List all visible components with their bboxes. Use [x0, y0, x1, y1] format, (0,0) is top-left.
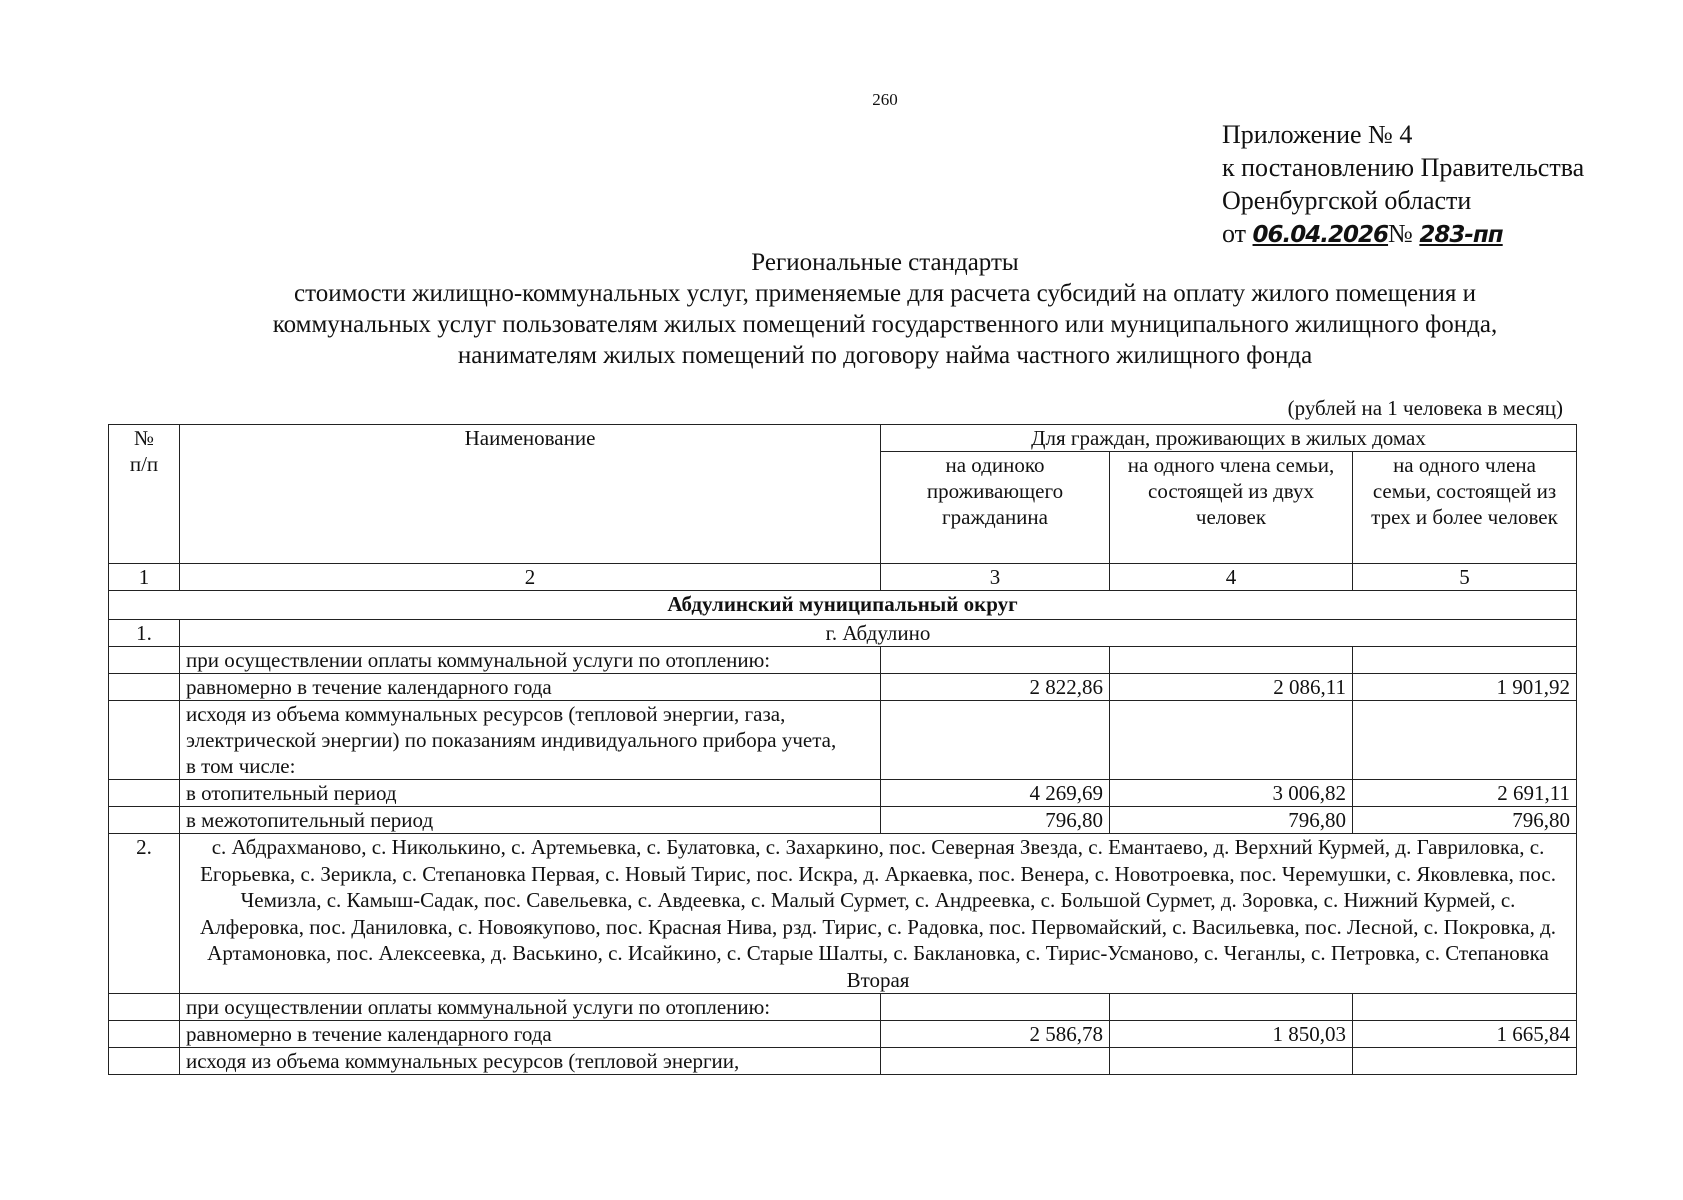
empty-cell: [1353, 1048, 1577, 1075]
standards-table: [108, 424, 1577, 1075]
document-title: [150, 247, 1620, 371]
title-line-1: Региональные стандарты: [751, 249, 1019, 276]
appendix-region: Оренбургской области: [1222, 186, 1472, 215]
table-row: [109, 994, 1577, 1021]
off-period-label: в межотопительный период: [180, 807, 881, 834]
empty-cell: [881, 647, 1110, 674]
title-line-2: стоимости жилищно-коммунальных услуг, применяемые для расчета субсидий на оплату жилого помещения и: [294, 280, 1476, 307]
appendix-resolution: к постановлению Правительства: [1222, 153, 1585, 182]
table-row: [109, 807, 1577, 834]
table-row: [109, 647, 1577, 674]
heating-period-label: в отопительный период: [180, 780, 881, 807]
value-col5: 1 665,84: [1353, 1021, 1577, 1048]
value-col4: 2 086,11: [1110, 674, 1353, 701]
table-row: [109, 1048, 1577, 1075]
empty-cell: [1353, 994, 1577, 1021]
page-number: 260: [872, 90, 898, 109]
col-number-5: 5: [1353, 564, 1577, 591]
empty-cell: [1110, 994, 1353, 1021]
empty-cell: [109, 701, 180, 780]
section-1-row: [109, 620, 1577, 647]
metered-label: исходя из объема коммунальных ресурсов (тепловой энергии,: [180, 1048, 881, 1075]
table-row: [109, 1021, 1577, 1048]
units-note: (рублей на 1 человека в месяц): [1287, 396, 1563, 420]
empty-cell: [1353, 647, 1577, 674]
section-2-number: 2.: [109, 834, 180, 994]
col-number-3: 3: [881, 564, 1110, 591]
empty-cell: [881, 1048, 1110, 1075]
column-number-row: [109, 564, 1577, 591]
empty-cell: [881, 994, 1110, 1021]
header-col3: на одиноко проживающего гражданина: [881, 452, 1110, 564]
col-number-1: 1: [109, 564, 180, 591]
value-col4: 796,80: [1110, 807, 1353, 834]
empty-cell: [881, 701, 1110, 780]
value-col5: 2 691,11: [1353, 780, 1577, 807]
heating-label: при осуществлении оплаты коммунальной услуги по отоплению:: [180, 994, 881, 1021]
empty-cell: [1110, 701, 1353, 780]
header-row: [109, 425, 1577, 452]
table-row: [109, 780, 1577, 807]
appendix-title: Приложение № 4: [1222, 120, 1413, 149]
col-number-4: 4: [1110, 564, 1353, 591]
table-row: [109, 674, 1577, 701]
value-col3: 4 269,69: [881, 780, 1110, 807]
empty-cell: [1353, 701, 1577, 780]
header-name: Наименование: [180, 425, 881, 564]
district-row: [109, 591, 1577, 620]
value-col4: 1 850,03: [1110, 1021, 1353, 1048]
section-1-number: 1.: [109, 620, 180, 647]
empty-cell: [1110, 647, 1353, 674]
section-1-place: г. Абдулино: [180, 620, 1577, 647]
header-col5: на одного члена семьи, состоящей из трех и более человек: [1353, 452, 1577, 564]
heating-label: при осуществлении оплаты коммунальной услуги по отоплению:: [180, 647, 881, 674]
title-line-4: нанимателям жилых помещений по договору найма частного жилищного фонда: [457, 342, 1313, 369]
empty-cell: [109, 647, 180, 674]
header-col4: на одного члена семьи, состоящей из двух человек: [1110, 452, 1353, 564]
empty-cell: [109, 994, 180, 1021]
district-name: Абдулинский муниципальный округ: [109, 591, 1577, 620]
empty-cell: [109, 807, 180, 834]
empty-cell: [109, 1021, 180, 1048]
number-label: №: [1388, 219, 1413, 248]
col-number-2: 2: [180, 564, 881, 591]
value-col3: 2 822,86: [881, 674, 1110, 701]
value-col5: 1 901,92: [1353, 674, 1577, 701]
appendix-block: [1222, 118, 1584, 252]
handwritten-date: 06.04.2026: [1252, 222, 1389, 248]
empty-cell: [1110, 1048, 1353, 1075]
handwritten-number: 283-пп: [1419, 222, 1503, 248]
uniform-label: равномерно в течение календарного года: [180, 674, 881, 701]
header-num: № п/п: [109, 425, 180, 564]
title-line-3: коммунальных услуг пользователям жилых помещений государственного или муниципального жилищного фонда,: [272, 311, 1498, 338]
metered-label: исходя из объема коммунальных ресурсов (тепловой энергии, газа, электрической энергии) по показаниям индивидуального прибора учета, в том числе:: [180, 701, 881, 780]
table-row: [109, 701, 1577, 780]
header-group: Для граждан, проживающих в жилых домах: [881, 425, 1577, 452]
uniform-label: равномерно в течение календарного года: [180, 1021, 881, 1048]
section-2-row: [109, 834, 1577, 994]
value-col5: 796,80: [1353, 807, 1577, 834]
empty-cell: [109, 674, 180, 701]
empty-cell: [109, 780, 180, 807]
section-2-places: с. Абдрахманово, с. Николькино, с. Артемьевка, с. Булатовка, с. Захаркино, пос. Северная Звезда, с. Емантаево, д. Верхний Курмей, д. Гавриловка, с. Егорьевка, с. Зерикла, с. Степановка Первая, с. Новый Тирис, пос. Искра, д. Аркаевка, пос. Венера, с. Новотроевка, пос. Черемушки, с. Яковлевка, пос. Чемизла, с. Камыш-Садак, пос. Савельевка, с. Авдеевка, с. Малый Сурмет, с. Андреевка, с. Большой Сурмет, д. Зоровка, с. Нижний Курмей, с. Алферовка, пос. Даниловка, с. Новоякупово, пос. Красная Нива, рзд. Тирис, с. Радовка, пос. Первомайский, с. Васильевка, пос. Лесной, с. Покровка, д. Артамоновка, пос. Алексеевка, д. Васькино, с. Исайкино, с. Старые Шалты, с. Баклановка, с. Тирис-Усманово, с. Чеганлы, с. Петровка, с. Степановка Вторая: [180, 834, 1577, 994]
from-label: от: [1222, 219, 1247, 248]
empty-cell: [109, 1048, 180, 1075]
value-col4: 3 006,82: [1110, 780, 1353, 807]
value-col3: 796,80: [881, 807, 1110, 834]
value-col3: 2 586,78: [881, 1021, 1110, 1048]
